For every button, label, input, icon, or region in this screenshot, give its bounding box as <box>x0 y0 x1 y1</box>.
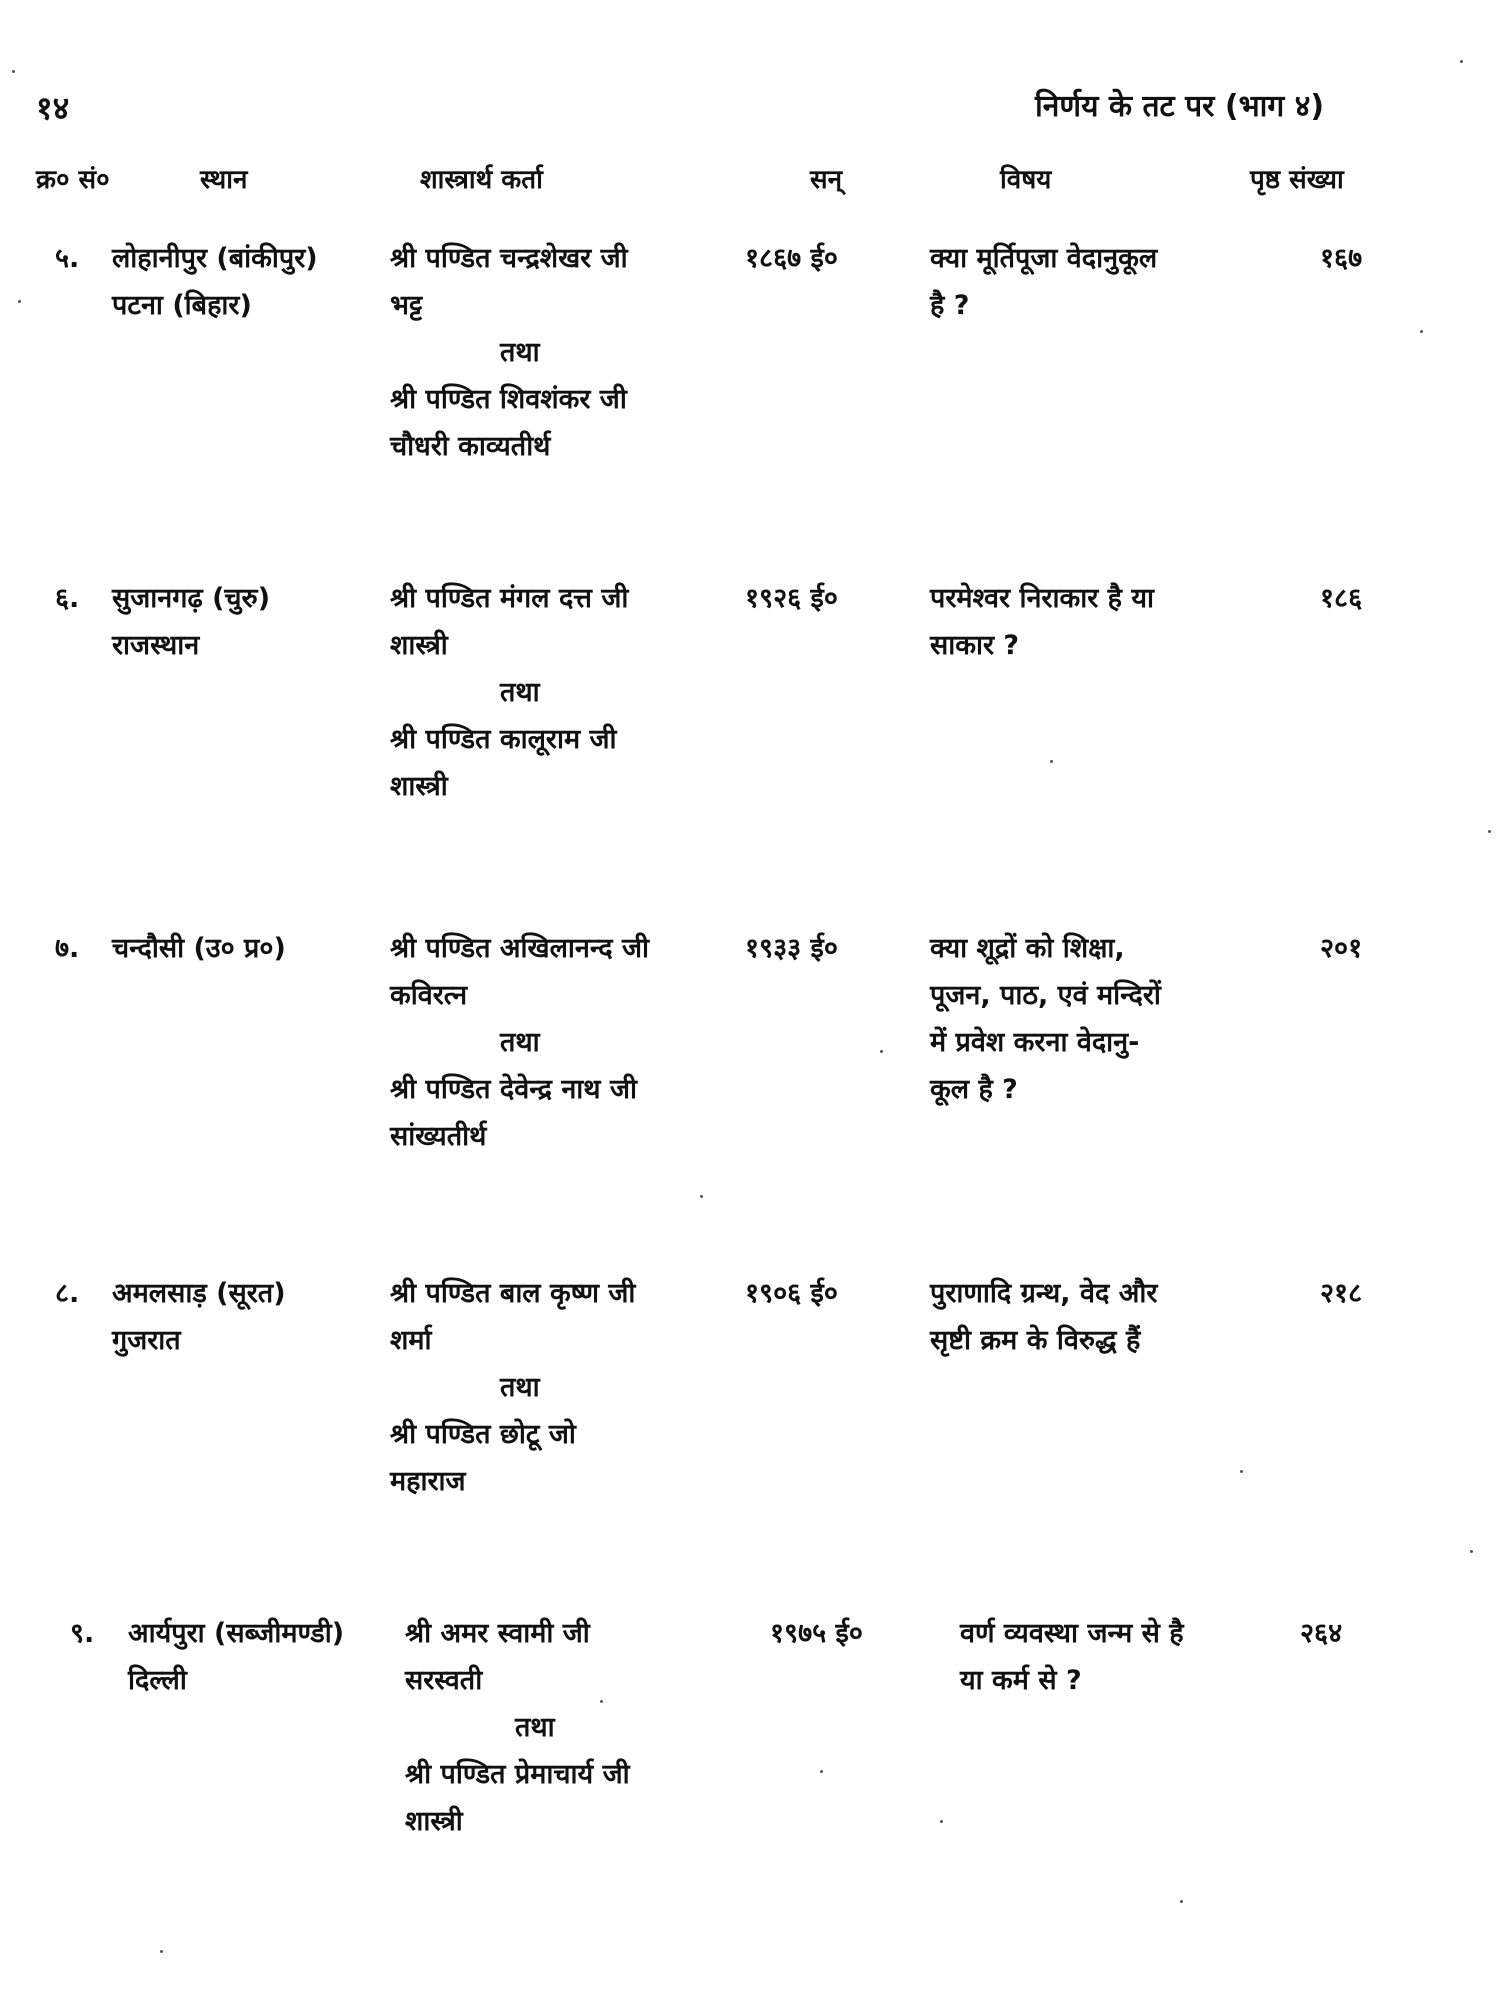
scan-speck <box>1240 1470 1243 1473</box>
scan-speck <box>1488 830 1491 833</box>
scan-speck <box>1050 760 1053 763</box>
row-serial: ६. <box>55 583 80 614</box>
row-disputants: श्री पण्डित मंगल दत्त जी शास्त्री तथा श्री पण्डित कालूराम जी शास्त्री <box>390 583 629 802</box>
row-year: १९०६ ई० <box>745 1278 838 1309</box>
scan-speck <box>1460 60 1463 63</box>
row-place: सुजानगढ़ (चुरु) राजस्थान <box>112 583 271 661</box>
row-topic: परमेश्वर निराकार है या साकार ? <box>930 583 1155 661</box>
row-topic: पुराणादि ग्रन्थ, वेद और सृष्टी क्रम के विरुद्ध हैं <box>930 1278 1158 1356</box>
row-disputants: श्री पण्डित अखिलानन्द जी कविरत्न तथा श्री पण्डित देवेन्द्र नाथ जी सांख्यतीर्थ <box>390 933 649 1152</box>
scan-speck <box>1420 330 1423 333</box>
row-topic: वर्ण व्यवस्था जन्म से है या कर्म से ? <box>960 1618 1184 1696</box>
column-header-topic: विषय <box>1000 165 1052 195</box>
row-page: २१८ <box>1320 1278 1363 1309</box>
row-topic: क्या मूर्तिपूजा वेदानुकूल है ? <box>930 243 1158 321</box>
row-year: १८६७ ई० <box>745 243 838 274</box>
row-page: २०१ <box>1320 933 1363 964</box>
scan-speck <box>18 300 21 303</box>
row-page: १८६ <box>1320 583 1363 614</box>
scan-speck <box>1180 1900 1183 1903</box>
column-header-place: स्थान <box>200 165 248 195</box>
row-place: लोहानीपुर (बांकीपुर) पटना (बिहार) <box>112 243 318 321</box>
row-year: १९२६ ई० <box>745 583 838 614</box>
row-disputants: श्री पण्डित बाल कृष्ण जी शर्मा तथा श्री पण्डित छोटू जो महाराज <box>390 1278 636 1497</box>
column-header-serial: क्र० सं० <box>36 165 110 195</box>
column-header-page: पृष्ठ संख्या <box>1250 165 1344 195</box>
row-place: अमलसाड़ (सूरत) गुजरात <box>112 1278 286 1356</box>
row-disputants: श्री पण्डित चन्द्रशेखर जी भट्ट तथा श्री पण्डित शिवशंकर जी चौधरी काव्यतीर्थ <box>390 243 628 462</box>
row-place: चन्दौसी (उ० प्र०) <box>112 933 286 964</box>
row-serial: ५. <box>55 243 80 274</box>
row-serial: ७. <box>55 933 80 964</box>
column-header-disputants: शास्त्रार्थ कर्ता <box>420 165 543 195</box>
row-disputants: श्री अमर स्वामी जी सरस्वती तथा श्री पण्डित प्रेमाचार्य जी शास्त्री <box>405 1618 630 1837</box>
page-number: १४ <box>36 89 70 127</box>
row-year: १९७५ ई० <box>770 1618 863 1649</box>
column-header-year: सन् <box>810 165 843 195</box>
row-page: २६४ <box>1300 1618 1343 1649</box>
row-serial: ९. <box>70 1618 95 1649</box>
scan-speck <box>600 1700 603 1703</box>
row-topic: क्या शूद्रों को शिक्षा, पूजन, पाठ, एवं मन्दिरों में प्रवेश करना वेदानु- कूल है ? <box>930 933 1161 1105</box>
row-page: १६७ <box>1320 243 1363 274</box>
scan-speck <box>880 1050 883 1053</box>
scan-speck <box>820 1770 823 1773</box>
scan-speck <box>940 1820 943 1823</box>
running-title: निर्णय के तट पर (भाग ४) <box>1035 89 1325 124</box>
scan-speck <box>12 70 15 73</box>
scan-speck <box>160 1950 163 1953</box>
row-place: आर्यपुरा (सब्जीमण्डी) दिल्ली <box>128 1618 345 1696</box>
row-serial: ८. <box>55 1278 80 1309</box>
scan-speck <box>1470 1550 1473 1553</box>
row-year: १९३३ ई० <box>745 933 838 964</box>
scan-speck <box>700 1195 703 1198</box>
